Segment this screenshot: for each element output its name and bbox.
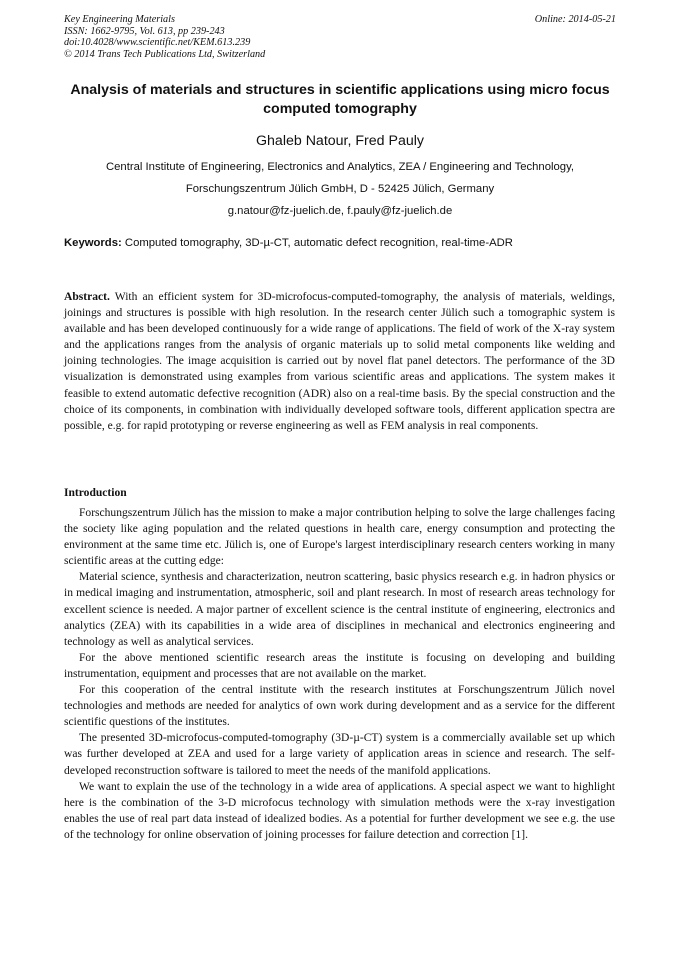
- abstract: [64, 289, 615, 434]
- abstract-text: With an efficient system for 3D-microfocus-computed-tomography, the analysis of materials, weldings, joinings and structures is possible with high resolution. In the research center Jülich such a tomographic system is available and has been developed continuously for a wide range of applications. The field of work of the X-ray system and the applications ranges from the analysis of organic materials up to solid metal components like welding and joining technologies. The image acquisition is carried out by novel flat panel detectors. The performance of the 3D visualization is demonstrated using examples from various scientific areas and applications. The system makes it feasible to extend automatic defective recognition (ADR) also on a real-time basis. By the special construction and the choice of its components, in combination with individually developed software tools, different application spectra are possible, e.g. for rapid prototyping or reverse engineering as well as FEM analysis in real components.: [64, 291, 615, 432]
- introduction-heading: Introduction: [64, 487, 127, 499]
- paper-title: Analysis of materials and structures in scientific applications using micro focus computed tomography: [70, 82, 610, 117]
- intro-paragraph: The presented 3D-microfocus-computed-tomography (3D-µ-CT) system is a commercially available set up which was further developed at ZEA and used for a large variety of application areas in science and research. The self-developed reconstruction software is tailored to meet the needs of the manifold applications.: [64, 732, 615, 777]
- paper-authors: Ghaleb Natour, Fred Pauly: [256, 133, 424, 149]
- affiliation-line-2: Forschungszentrum Jülich GmbH, D - 52425 Jülich, Germany: [185, 183, 495, 195]
- keywords: [64, 236, 624, 250]
- online-date: Online: 2014-05-21: [534, 14, 616, 25]
- abstract-label: Abstract.: [64, 291, 110, 303]
- intro-paragraph: For the above mentioned scientific research areas the institute is focusing on developing and building instrumentation, equipment and processes that are not available on the market.: [64, 651, 615, 680]
- keywords-label: Keywords:: [64, 237, 122, 249]
- author-emails: g.natour@fz-juelich.de, f.pauly@fz-juelich.de: [227, 205, 453, 217]
- journal-name: Key Engineering Materials: [64, 14, 175, 25]
- journal-doi: doi:10.4028/www.scientific.net/KEM.613.239: [64, 37, 251, 49]
- journal-issn: ISSN: 1662-9795, Vol. 613, pp 239-243: [64, 25, 225, 37]
- affiliation: [40, 156, 640, 222]
- intro-paragraph: For this cooperation of the central institute with the research institutes at Forschungszentrum Jülich novel technologies and methods are needed for analytics of own work during development and as a service for the different scientific questions of the institutes.: [64, 684, 615, 729]
- journal-header: [64, 14, 616, 60]
- affiliation-line-1: Central Institute of Engineering, Electronics and Analytics, ZEA / Engineering and Technology,: [105, 161, 575, 173]
- intro-paragraph: We want to explain the use of the technology in a wide area of applications. A special aspect we want to highlight here is the combination of the 3-D microfocus technology with simulation methods were the x-ray investigation enables the use of real part data instead of idealized bodies. As a potential for further development we see e.g. the use of the technology for online observation of joining processes for failure detection and correction [1].: [64, 780, 615, 841]
- intro-paragraph: Material science, synthesis and characterization, neutron scattering, basic physics research e.g. in hadron physics or in medical imaging and instrumentation, atmospheric, soil and plant research. In most of research areas technology for excellent science is needed. A major partner of excellent science is the central institute of engineering, electronics and analytics (ZEA) with its capabilities in a wide area of disciplines in mechanical and electronics engineering and technology as well as analytical services.: [64, 571, 615, 648]
- keywords-text: Computed tomography, 3D-µ-CT, automatic defect recognition, real-time-ADR: [121, 237, 513, 249]
- journal-copyright: © 2014 Trans Tech Publications Ltd, Switzerland: [64, 48, 266, 60]
- introduction-body: [64, 505, 615, 843]
- intro-paragraph: Forschungszentrum Jülich has the mission to make a major contribution helping to solve the large challenges facing the society like aging population and the related questions in health care, energy consumption and protecting the environment at the same time etc. Jülich is, one of Europe's largest interdisciplinary research centers working in many scientific areas at the cutting edge:: [64, 507, 615, 568]
